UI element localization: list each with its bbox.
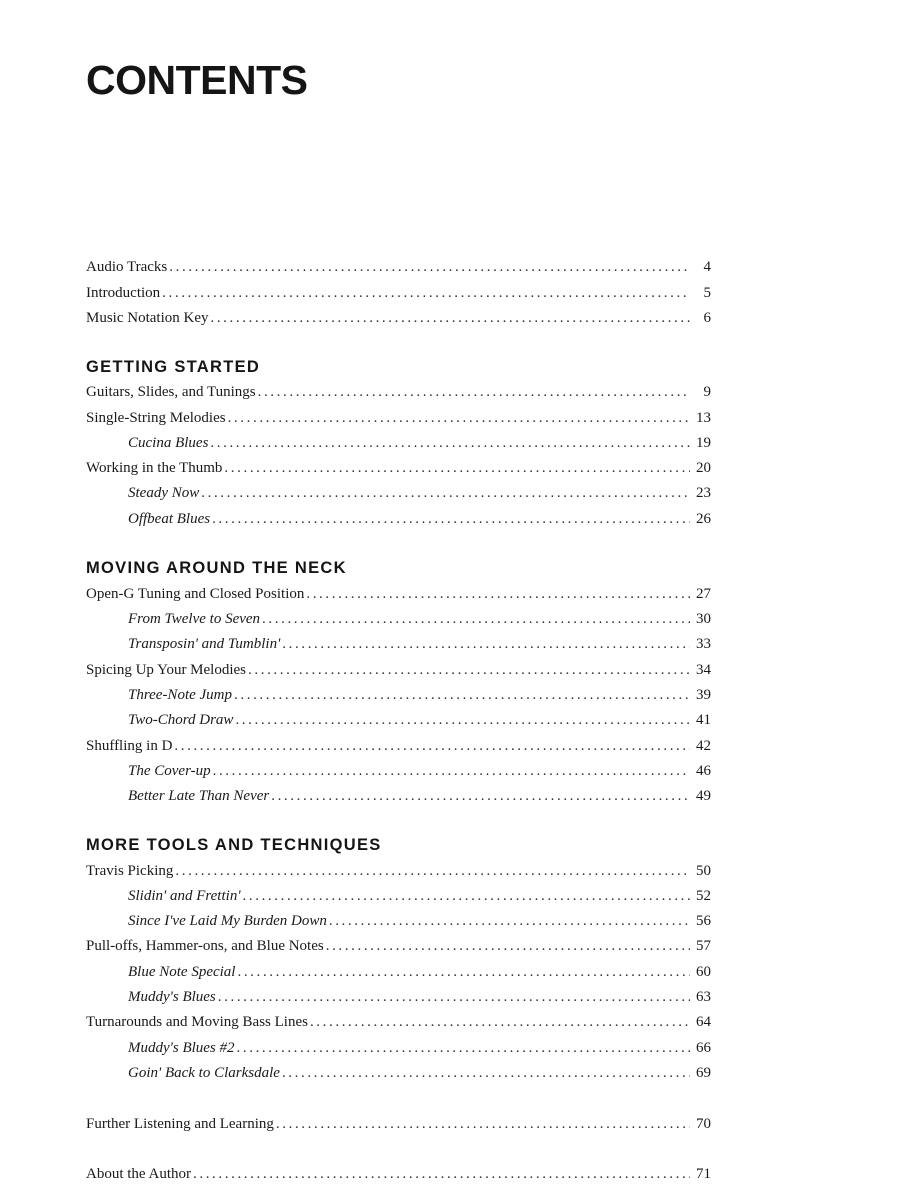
toc-entry-label: Spicing Up Your Melodies (86, 662, 247, 678)
page-title: CONTENTS (86, 57, 308, 103)
toc-subentry[interactable] (128, 986, 711, 1008)
toc-entry-label: Two-Chord Draw (128, 712, 234, 728)
toc-page-number: 4 (703, 259, 711, 275)
dot-leader (162, 282, 690, 304)
toc-entry-label: Pull-offs, Hammer-ons, and Blue Notes (86, 938, 324, 954)
dot-leader (210, 307, 690, 329)
toc-entry-label: Travis Picking (86, 863, 174, 879)
section-heading-more-tools-and-techniques: MORE TOOLS AND TECHNIQUES (86, 836, 382, 854)
toc-entry-label: From Twelve to Seven (128, 611, 261, 627)
toc-subentry[interactable] (128, 961, 711, 983)
toc-page-number: 20 (696, 460, 711, 476)
dot-leader (258, 381, 690, 403)
toc-entry-label: The Cover-up (128, 763, 211, 779)
toc-entry-label: Slidin' and Frettin' (128, 888, 241, 904)
dot-leader (310, 1011, 690, 1033)
toc-entry-label: Guitars, Slides, and Tunings (86, 384, 256, 400)
toc-page-number: 23 (696, 485, 711, 501)
toc-page-number: 60 (696, 964, 711, 980)
dot-leader (228, 407, 690, 429)
toc-page-number: 57 (696, 938, 711, 954)
toc-page-number: 63 (696, 989, 711, 1005)
dot-leader (201, 482, 690, 504)
toc-entry[interactable] (86, 735, 711, 757)
dot-leader (213, 760, 690, 782)
toc-page-number: 27 (696, 586, 711, 602)
dot-leader (237, 1037, 690, 1059)
toc-page-number: 50 (696, 863, 711, 879)
toc-page-number: 39 (696, 687, 711, 703)
dot-leader (243, 885, 690, 907)
dot-leader (282, 1062, 690, 1084)
dot-leader (193, 1163, 690, 1185)
dot-leader (306, 583, 690, 605)
toc-page-number: 64 (696, 1014, 711, 1030)
toc-entry-label: Since I've Laid My Burden Down (128, 913, 327, 929)
toc-page-number: 26 (696, 511, 711, 527)
dot-leader (262, 608, 690, 630)
toc-subentry[interactable] (128, 684, 711, 706)
toc-page-number: 56 (696, 913, 711, 929)
dot-leader (248, 659, 690, 681)
toc-entry-label: Muddy's Blues (128, 989, 216, 1005)
section-heading-moving-around-the-neck: MOVING AROUND THE NECK (86, 559, 347, 577)
toc-entry-label: Shuffling in D (86, 738, 173, 754)
dot-leader (218, 986, 690, 1008)
toc-page-number: 5 (703, 285, 711, 301)
toc-entry-label: Offbeat Blues (128, 511, 211, 527)
dot-leader (326, 935, 690, 957)
toc-entry-label: Introduction (86, 285, 161, 301)
toc-entry-about-the-author[interactable] (86, 1163, 711, 1185)
dot-leader (271, 785, 690, 807)
dot-leader (276, 1113, 690, 1135)
dot-leader (235, 709, 690, 731)
section-heading-getting-started: GETTING STARTED (86, 358, 261, 376)
toc-entry-music-notation-key[interactable] (86, 307, 711, 329)
toc-entry[interactable] (86, 1011, 711, 1033)
toc-page-number: 66 (696, 1040, 711, 1056)
toc-entry-label: Turnarounds and Moving Bass Lines (86, 1014, 308, 1030)
toc-subentry[interactable] (128, 482, 711, 504)
toc-entry-further-listening[interactable] (86, 1113, 711, 1135)
toc-entry-label: Further Listening and Learning (86, 1116, 274, 1132)
toc-entry-label: Working in the Thumb (86, 460, 223, 476)
toc-page-number: 6 (703, 310, 711, 326)
toc-subentry[interactable] (128, 910, 711, 932)
toc-page-number: 71 (696, 1166, 711, 1182)
toc-entry[interactable] (86, 935, 711, 957)
toc-entry-label: Steady Now (128, 485, 200, 501)
toc-entry[interactable] (86, 583, 711, 605)
toc-entry-label: Transposin' and Tumblin' (128, 636, 281, 652)
toc-entry-audio-tracks[interactable] (86, 256, 711, 278)
toc-subentry[interactable] (128, 508, 711, 530)
toc-entry[interactable] (86, 381, 711, 403)
toc-subentry[interactable] (128, 1062, 711, 1084)
toc-page-number: 13 (696, 410, 711, 426)
toc-entry-introduction[interactable] (86, 282, 711, 304)
toc-entry-label: Single-String Melodies (86, 410, 226, 426)
toc-page-number: 41 (696, 712, 711, 728)
dot-leader (175, 860, 690, 882)
toc-page-number: 52 (696, 888, 711, 904)
toc-subentry[interactable] (128, 633, 711, 655)
toc-page-number: 49 (696, 788, 711, 804)
toc-subentry[interactable] (128, 760, 711, 782)
toc-subentry[interactable] (128, 432, 711, 454)
dot-leader (234, 684, 690, 706)
toc-entry-label: Cucina Blues (128, 435, 209, 451)
toc-entry-label: About the Author (86, 1166, 191, 1182)
toc-page-number: 70 (696, 1116, 711, 1132)
dot-leader (282, 633, 690, 655)
toc-entry-label: Better Late Than Never (128, 788, 270, 804)
toc-page-number: 46 (696, 763, 711, 779)
toc-entry-label: Audio Tracks (86, 259, 168, 275)
toc-subentry[interactable] (128, 1037, 711, 1059)
toc-page-number: 19 (696, 435, 711, 451)
toc-page-number: 9 (703, 384, 711, 400)
toc-subentry[interactable] (128, 785, 711, 807)
toc-entry-label: Goin' Back to Clarksdale (128, 1065, 280, 1081)
dot-leader (174, 735, 690, 757)
toc-entry[interactable] (86, 407, 711, 429)
toc-page-number: 33 (696, 636, 711, 652)
toc-entry-label: Music Notation Key (86, 310, 209, 326)
toc-page-number: 42 (696, 738, 711, 754)
toc-entry-label: Muddy's Blues #2 (128, 1040, 235, 1056)
toc-entry-label: Open-G Tuning and Closed Position (86, 586, 305, 602)
toc-entry-label: Three-Note Jump (128, 687, 233, 703)
toc-entry[interactable] (86, 860, 711, 882)
dot-leader (212, 508, 690, 530)
dot-leader (237, 961, 690, 983)
toc-page-number: 34 (696, 662, 711, 678)
toc-page-number: 69 (696, 1065, 711, 1081)
dot-leader (224, 457, 690, 479)
toc-page-number: 30 (696, 611, 711, 627)
toc-entry[interactable] (86, 659, 711, 681)
dot-leader (169, 256, 690, 278)
toc-entry-label: Blue Note Special (128, 964, 236, 980)
toc-subentry[interactable] (128, 608, 711, 630)
dot-leader (329, 910, 690, 932)
toc-entry[interactable] (86, 457, 711, 479)
toc-subentry[interactable] (128, 709, 711, 731)
toc-subentry[interactable] (128, 885, 711, 907)
dot-leader (210, 432, 690, 454)
